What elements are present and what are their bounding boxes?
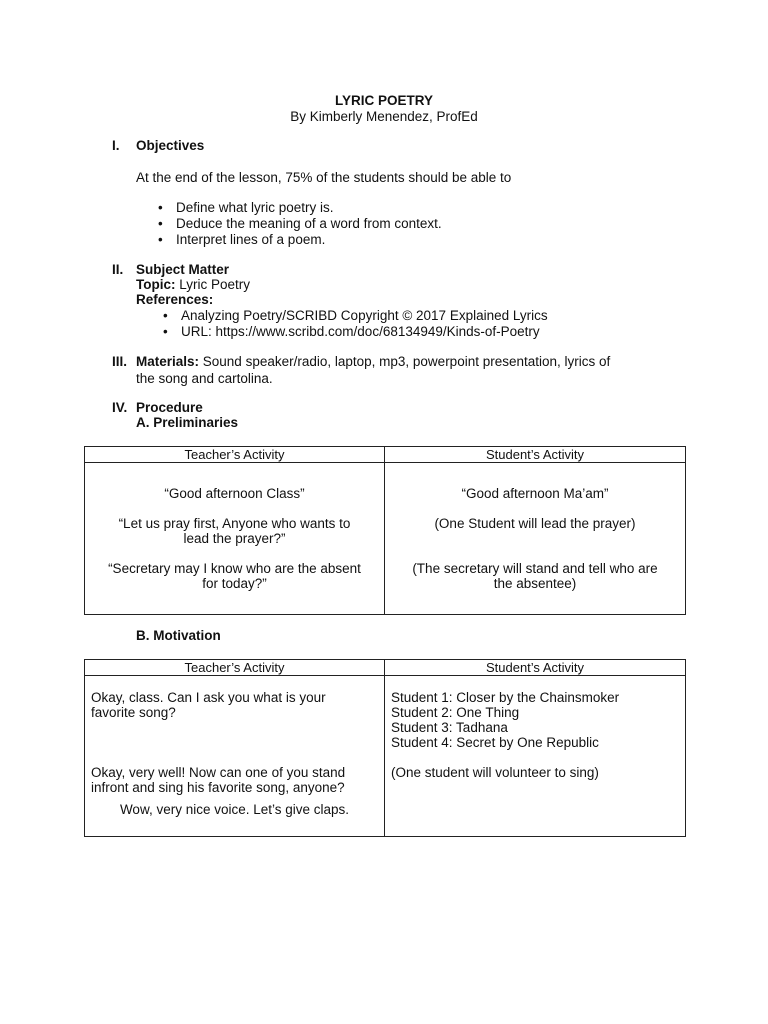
procedure-numeral: IV.: [112, 400, 128, 415]
cell-line: “Good afternoon Class”: [164, 486, 305, 501]
teacher-activity-cell: [85, 463, 385, 615]
cell-line: Student 3: Tadhana: [391, 720, 508, 735]
subject-numeral: II.: [112, 262, 124, 277]
cell-line: favorite song?: [91, 705, 176, 720]
cell-line: (One Student will lead the prayer): [434, 516, 636, 531]
list-item: • Interpret lines of a poem.: [156, 232, 442, 248]
procedure-title: Procedure: [136, 400, 203, 415]
cell-line: infront and sing his favorite song, anyone?: [91, 780, 345, 795]
cell-line: Okay, very well! Now can one of you stand: [91, 765, 346, 780]
student-activity-cell: [385, 463, 686, 615]
objectives-list: [156, 200, 442, 248]
topic-label: Topic:: [136, 277, 176, 292]
student-activity-cell: [385, 676, 686, 837]
cell-line: Okay, class. Can I ask you what is your: [91, 690, 326, 705]
teacher-activity-header: Teacher’s Activity: [85, 660, 385, 676]
cell-line: (One student will volunteer to sing): [391, 765, 599, 780]
cell-line: the absentee): [493, 576, 577, 591]
table-row: [85, 676, 686, 837]
table-row: [85, 463, 686, 615]
teacher-activity-cell: [85, 676, 385, 837]
references-label: References:: [136, 292, 214, 307]
cell-line: Student 4: Secret by One Republic: [391, 735, 599, 750]
cell-line: for today?”: [202, 576, 267, 591]
cell-line: “Let us pray first, Anyone who wants to: [118, 516, 351, 531]
motivation-table: [84, 659, 686, 837]
subject-heading: [112, 262, 229, 278]
cell-line: “Good afternoon Ma’am”: [461, 486, 609, 501]
cell-line: (The secretary will stand and tell who are: [412, 561, 658, 576]
materials-title: Materials:: [136, 354, 200, 369]
cell-line: “Secretary may I know who are the absent: [108, 561, 361, 576]
cell-line: Student 2: One Thing: [391, 705, 520, 720]
list-item: • URL: https://www.scribd.com/doc/68134949/Kinds-of-Poetry: [161, 324, 548, 340]
materials-text-cont: the song and cartolina.: [136, 371, 273, 386]
list-item: • Analyzing Poetry/SCRIBD Copyright © 2017 Explained Lyrics: [161, 308, 548, 324]
table-header-row: [85, 660, 686, 676]
document-title: LYRIC POETRY: [334, 93, 434, 108]
motivation-heading: B. Motivation: [136, 628, 221, 643]
cell-line: Student 1: Closer by the Chainsmoker: [391, 690, 620, 705]
preliminaries-heading: A. Preliminaries: [136, 415, 239, 430]
title-block: [0, 93, 768, 125]
list-item: • Define what lyric poetry is.: [156, 200, 442, 216]
teacher-activity-header: Teacher’s Activity: [85, 447, 385, 463]
references-list: [161, 308, 548, 340]
subject-title: Subject Matter: [136, 262, 230, 277]
materials-numeral: III.: [112, 354, 128, 369]
cell-line: lead the prayer?”: [183, 531, 286, 546]
topic-line: [136, 277, 250, 293]
document-author: By Kimberly Menendez, ProfEd: [290, 109, 478, 124]
objectives-heading: [112, 138, 204, 154]
table-header-row: [85, 447, 686, 463]
objectives-numeral: I.: [112, 138, 120, 153]
student-activity-header: Student’s Activity: [385, 447, 686, 463]
list-item: • Deduce the meaning of a word from context.: [156, 216, 442, 232]
student-activity-header: Student’s Activity: [385, 660, 686, 676]
preliminaries-table: [84, 446, 686, 615]
objectives-intro: At the end of the lesson, 75% of the students should be able to: [136, 170, 512, 185]
topic-value: Lyric Poetry: [175, 277, 251, 292]
cell-line: Wow, very nice voice. Let’s give claps.: [119, 802, 350, 817]
materials-heading: [112, 354, 610, 370]
procedure-heading: [112, 400, 203, 416]
materials-text: Sound speaker/radio, laptop, mp3, powerpoint presentation, lyrics of: [199, 354, 611, 369]
objectives-title: Objectives: [136, 138, 205, 153]
